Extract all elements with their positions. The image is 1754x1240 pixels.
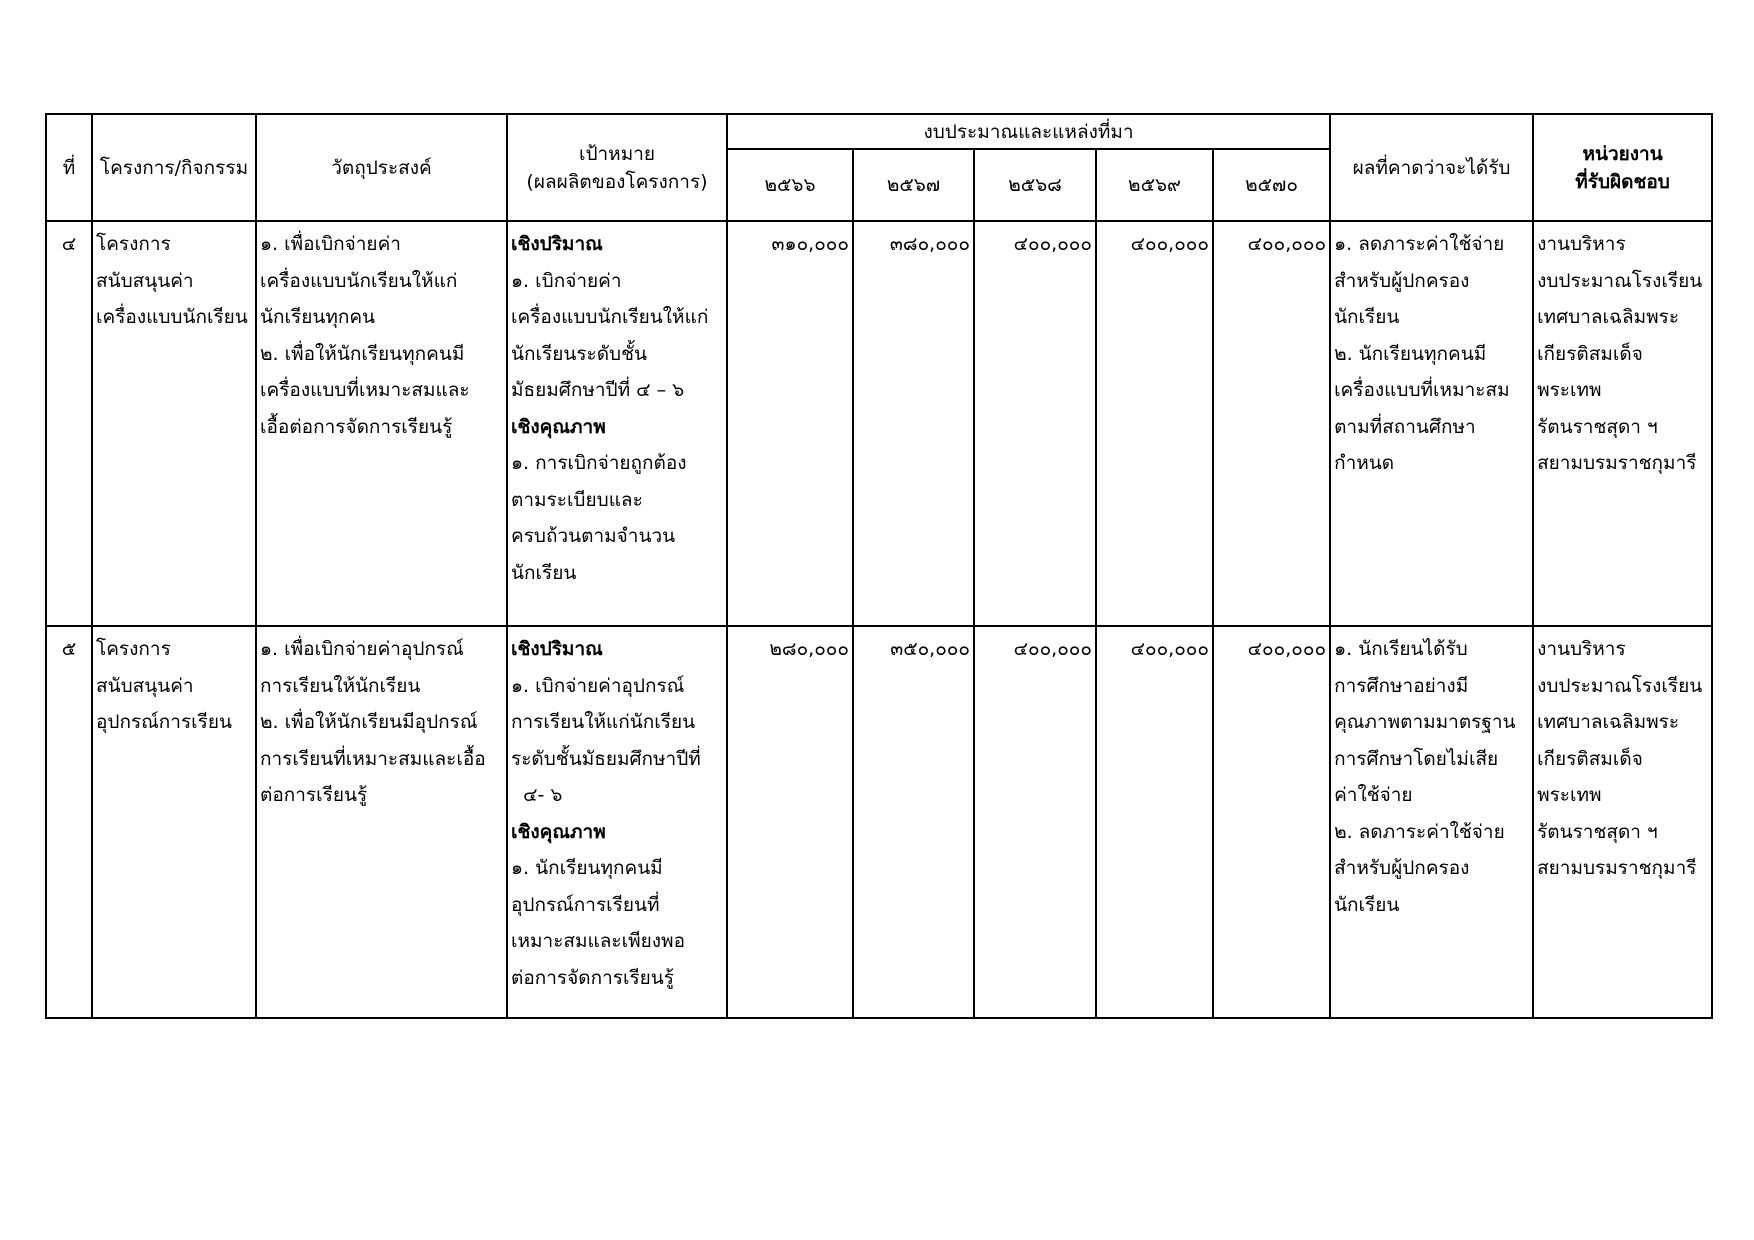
- budget-2568: ๔๐๐,๐๐๐: [974, 626, 1096, 1018]
- header-budget: งบประมาณและแหล่งที่มา: [727, 114, 1330, 149]
- target-line: มัธยมศึกษาปีที่ ๔ – ๖: [511, 379, 685, 401]
- budget-2569: ๔๐๐,๐๐๐: [1096, 626, 1213, 1018]
- target-line: ระดับชั้นมัธยมศึกษาปีที่: [511, 747, 701, 770]
- project-cell: [92, 626, 256, 1018]
- unit-line: เทศบาลเฉลิมพระ: [1537, 711, 1680, 733]
- budget-2567: ๓๕๐,๐๐๐: [853, 626, 974, 1018]
- target-line: ๑. นักเรียนทุกคนมี: [511, 857, 663, 879]
- target-cell: [507, 221, 727, 626]
- outcome-line: ๒. ลดภาระค่าใช้จ่าย: [1334, 820, 1505, 843]
- header-objective: วัตถุประสงค์: [256, 114, 507, 221]
- target-line: เหมาะสมและเพียงพอ: [511, 930, 685, 952]
- outcome-line: เครื่องแบบที่เหมาะสม: [1334, 379, 1510, 401]
- budget-2566: ๒๘๐,๐๐๐: [727, 626, 853, 1018]
- target-cell: [507, 626, 727, 1018]
- target-heading: เชิงคุณภาพ: [511, 415, 606, 438]
- objective-line: ต่อการเรียนรู้: [260, 784, 368, 806]
- header-target-line2: (ผลผลิตของโครงการ): [526, 170, 708, 193]
- unit-cell: [1533, 626, 1712, 1018]
- project-line: โครงการ: [96, 233, 171, 255]
- unit-line: เกียรติสมเด็จ: [1537, 747, 1643, 770]
- objective-line: ๑. เพื่อเบิกจ่ายค่า: [260, 233, 401, 255]
- objective-line: เอื้อต่อการจัดการเรียนรู้: [260, 415, 453, 438]
- header-unit-line1: หน่วยงาน: [1582, 142, 1663, 165]
- table-header: [46, 114, 1712, 221]
- outcome-line: ค่าใช้จ่าย: [1334, 784, 1413, 806]
- outcome-line: การศึกษาโดยไม่เสีย: [1334, 747, 1499, 770]
- target-line: ตามระเบียบและ: [511, 488, 643, 511]
- project-line: เครื่องแบบนักเรียน: [96, 306, 248, 328]
- unit-line: สยามบรมราชกุมารี: [1537, 857, 1697, 879]
- header-year: ๒๕๖๙: [1096, 149, 1213, 221]
- objective-line: ๒. เพื่อให้นักเรียนมีอุปกรณ์: [260, 711, 478, 733]
- project-line: โครงการ: [96, 638, 171, 660]
- header-unit: [1533, 114, 1712, 221]
- unit-line: พระเทพ: [1537, 379, 1602, 401]
- header-unit-line2: ที่รับผิดชอบ: [1575, 170, 1670, 193]
- outcome-line: นักเรียน: [1334, 306, 1400, 328]
- project-line: อุปกรณ์การเรียน: [96, 711, 233, 733]
- objective-line: การเรียนให้นักเรียน: [260, 674, 421, 697]
- objective-line: เครื่องแบบที่เหมาะสมและ: [260, 379, 470, 401]
- objective-line: ๒. เพื่อให้นักเรียนทุกคนมี: [260, 342, 465, 365]
- outcome-line: กำหนด: [1334, 452, 1395, 474]
- row-number: ๔: [46, 221, 92, 626]
- project-cell: [92, 221, 256, 626]
- budget-2570: ๔๐๐,๐๐๐: [1213, 221, 1330, 626]
- target-heading: เชิงปริมาณ: [511, 233, 603, 255]
- unit-line: รัตนราชสุดา ฯ: [1537, 415, 1658, 438]
- outcome-line: ตามที่สถานศึกษา: [1334, 415, 1476, 438]
- header-no: ที่: [46, 114, 92, 221]
- outcome-line: นักเรียน: [1334, 893, 1400, 916]
- target-line: ต่อการจัดการเรียนรู้: [511, 966, 675, 989]
- budget-2566: ๓๑๐,๐๐๐: [727, 221, 853, 626]
- objective-line: เครื่องแบบนักเรียนให้แก่: [260, 269, 458, 292]
- objective-line: การเรียนที่เหมาะสมและเอื้อ: [260, 747, 486, 770]
- unit-line: พระเทพ: [1537, 784, 1602, 806]
- budget-2568: ๔๐๐,๐๐๐: [974, 221, 1096, 626]
- target-line: เครื่องแบบนักเรียนให้แก่: [511, 306, 709, 328]
- project-line: สนับสนุนค่า: [96, 269, 194, 292]
- target-line: อุปกรณ์การเรียนที่: [511, 893, 660, 916]
- header-year: ๒๕๗๐: [1213, 149, 1330, 221]
- project-line: สนับสนุนค่า: [96, 674, 194, 697]
- unit-line: งบประมาณโรงเรียน: [1537, 269, 1703, 292]
- row-number: ๕: [46, 626, 92, 1018]
- outcome-cell: [1330, 626, 1533, 1018]
- budget-2567: ๓๘๐,๐๐๐: [853, 221, 974, 626]
- header-target: [507, 114, 727, 221]
- target-line: ๑. เบิกจ่ายค่าอุปกรณ์: [511, 674, 685, 697]
- unit-line: รัตนราชสุดา ฯ: [1537, 820, 1658, 843]
- objective-line: นักเรียนทุกคน: [260, 306, 376, 328]
- unit-line: เทศบาลเฉลิมพระ: [1537, 306, 1680, 328]
- unit-line: งานบริหาร: [1537, 233, 1626, 255]
- target-line: นักเรียนระดับชั้น: [511, 342, 648, 365]
- target-heading: เชิงปริมาณ: [511, 638, 603, 660]
- outcome-line: สำหรับผู้ปกครอง: [1334, 857, 1470, 879]
- unit-cell: [1533, 221, 1712, 626]
- target-line: ๑. เบิกจ่ายค่า: [511, 269, 622, 292]
- objective-cell: [256, 626, 507, 1018]
- unit-line: เกียรติสมเด็จ: [1537, 342, 1643, 365]
- outcome-line: ๒. นักเรียนทุกคนมี: [1334, 342, 1487, 365]
- unit-line: สยามบรมราชกุมารี: [1537, 452, 1697, 474]
- outcome-line: สำหรับผู้ปกครอง: [1334, 269, 1470, 292]
- header-target-line1: เป้าหมาย: [578, 142, 656, 165]
- project-plan-table: [45, 113, 1713, 1019]
- target-line: นักเรียน: [511, 561, 577, 584]
- table-row: [46, 626, 1712, 1018]
- target-line: ครบถ้วนตามจำนวน: [511, 525, 676, 547]
- outcome-line: ๑. นักเรียนได้รับ: [1334, 638, 1468, 660]
- header-year: ๒๕๖๖: [727, 149, 853, 221]
- table-row: [46, 221, 1712, 626]
- objective-line: ๑. เพื่อเบิกจ่ายค่าอุปกรณ์: [260, 638, 464, 660]
- target-line: ๔- ๖: [511, 784, 563, 806]
- header-year: ๒๕๖๗: [853, 149, 974, 221]
- unit-line: งบประมาณโรงเรียน: [1537, 674, 1703, 697]
- unit-line: งานบริหาร: [1537, 638, 1626, 660]
- outcome-line: คุณภาพตามมาตรฐาน: [1334, 711, 1516, 733]
- header-project: โครงการ/กิจกรรม: [92, 114, 256, 221]
- target-heading: เชิงคุณภาพ: [511, 820, 606, 843]
- header-outcome: ผลที่คาดว่าจะได้รับ: [1330, 114, 1533, 221]
- target-line: การเรียนให้แก่นักเรียน: [511, 711, 696, 733]
- budget-2569: ๔๐๐,๐๐๐: [1096, 221, 1213, 626]
- outcome-cell: [1330, 221, 1533, 626]
- budget-2570: ๔๐๐,๐๐๐: [1213, 626, 1330, 1018]
- outcome-line: การศึกษาอย่างมี: [1334, 674, 1469, 697]
- header-year: ๒๕๖๘: [974, 149, 1096, 221]
- objective-cell: [256, 221, 507, 626]
- target-line: ๑. การเบิกจ่ายถูกต้อง: [511, 452, 687, 474]
- outcome-line: ๑. ลดภาระค่าใช้จ่าย: [1334, 233, 1505, 255]
